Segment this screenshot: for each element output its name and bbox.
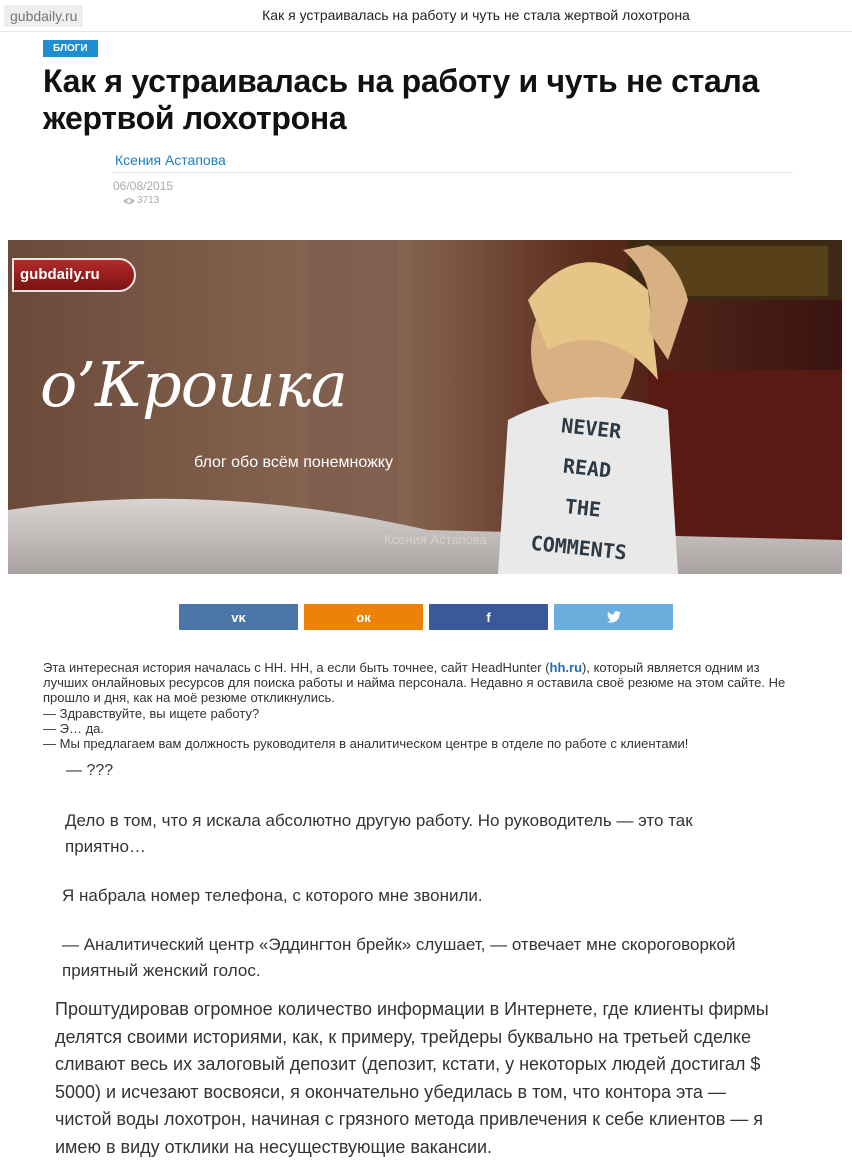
author-link[interactable]: Ксения Астапова: [115, 152, 226, 168]
hh-link[interactable]: hh.ru: [549, 660, 583, 675]
dialog-line: — ???: [66, 762, 114, 779]
shirt-print: [522, 403, 648, 574]
shirt-line: READ: [561, 453, 613, 483]
body-paragraph: Я набрала номер телефона, с которого мне звонили.: [62, 886, 483, 905]
share-ok-button[interactable]: [304, 604, 423, 630]
vk-icon: ᴠᴋ: [231, 609, 246, 625]
lead-text: ), который является одним из лучших онлайновых ресурсов для поиска работы и найма персонала. Недавно я оставила своё резюме на этом сайте. Не прошло и дня, как на моё резюме откликнулись.: [43, 660, 786, 706]
article-title: Как я устраивалась на работу и чуть не стала жертвой лохотрона: [43, 63, 760, 136]
category-badge[interactable]: БЛОГИ: [43, 40, 98, 57]
hero-logo: gubdaily.ru: [12, 258, 136, 292]
page-heading: Как я устраивалась на работу и чуть не стала жертвой лохотрона: [262, 7, 690, 23]
hero-script-title: о’Крошка: [40, 348, 347, 421]
share-twitter-button[interactable]: [554, 604, 673, 630]
view-count-value: 3713: [137, 195, 160, 206]
hero-watermark: Ксения Астапова: [384, 532, 487, 547]
share-vk-button[interactable]: [179, 604, 298, 630]
article-lead: [43, 660, 803, 751]
twitter-icon: [607, 611, 621, 623]
site-label[interactable]: gubdaily.ru: [4, 5, 83, 27]
divider: [113, 172, 793, 173]
lead-paragraph: [43, 660, 803, 706]
shirt-line: NEVER: [560, 413, 623, 444]
odnoklassniki-icon: ок: [356, 609, 371, 625]
body-paragraph: Дело в том, что я искала абсолютно другую работу. Но руководитель — это так приятно…: [65, 811, 693, 856]
dialog-line: — Мы предлагаем вам должность руководителя в аналитическом центре в отделе по работе с клиентами!: [43, 736, 689, 752]
eye-icon: [123, 197, 135, 205]
dialog-line: — Э… да.: [43, 720, 104, 736]
publish-date: 06/08/2015: [113, 179, 174, 193]
facebook-icon: f: [486, 609, 491, 625]
hero-subtitle: блог обо всём понемножку: [194, 454, 393, 471]
view-count: [123, 195, 159, 206]
hero-image: [8, 240, 842, 574]
body-paragraph: Проштудировав огромное количество информации в Интернете, где клиенты фирмы делятся своими историями, как, к примеру, трейдеры буквально на третьей сделке сливают весь их залоговый депозит (депозит, кстати, у некоторых людей достигал $ 5000) и исчезают восвояси, я окончательно убедилась в том, что контора эта — чистой воды лохотрон, начиная с грязного метода привлечения к себе клиентов — я имею в виду отклики на несуществующие вакансии.: [55, 999, 769, 1157]
shirt-line: COMMENTS: [529, 530, 628, 565]
share-facebook-button[interactable]: [429, 604, 548, 630]
lead-text: Эта интересная история началась с НН. НН, а если быть точнее, сайт HeadHunter (: [43, 660, 550, 675]
top-bar: [0, 0, 852, 32]
shirt-line: THE: [563, 494, 603, 522]
share-bar: [179, 604, 673, 630]
dialog-line: — Здравствуйте, вы ищете работу?: [43, 705, 260, 721]
body-paragraph: — Аналитический центр «Эддингтон брейк» слушает, — отвечает мне скороговоркой приятный женский голос.: [62, 935, 736, 980]
